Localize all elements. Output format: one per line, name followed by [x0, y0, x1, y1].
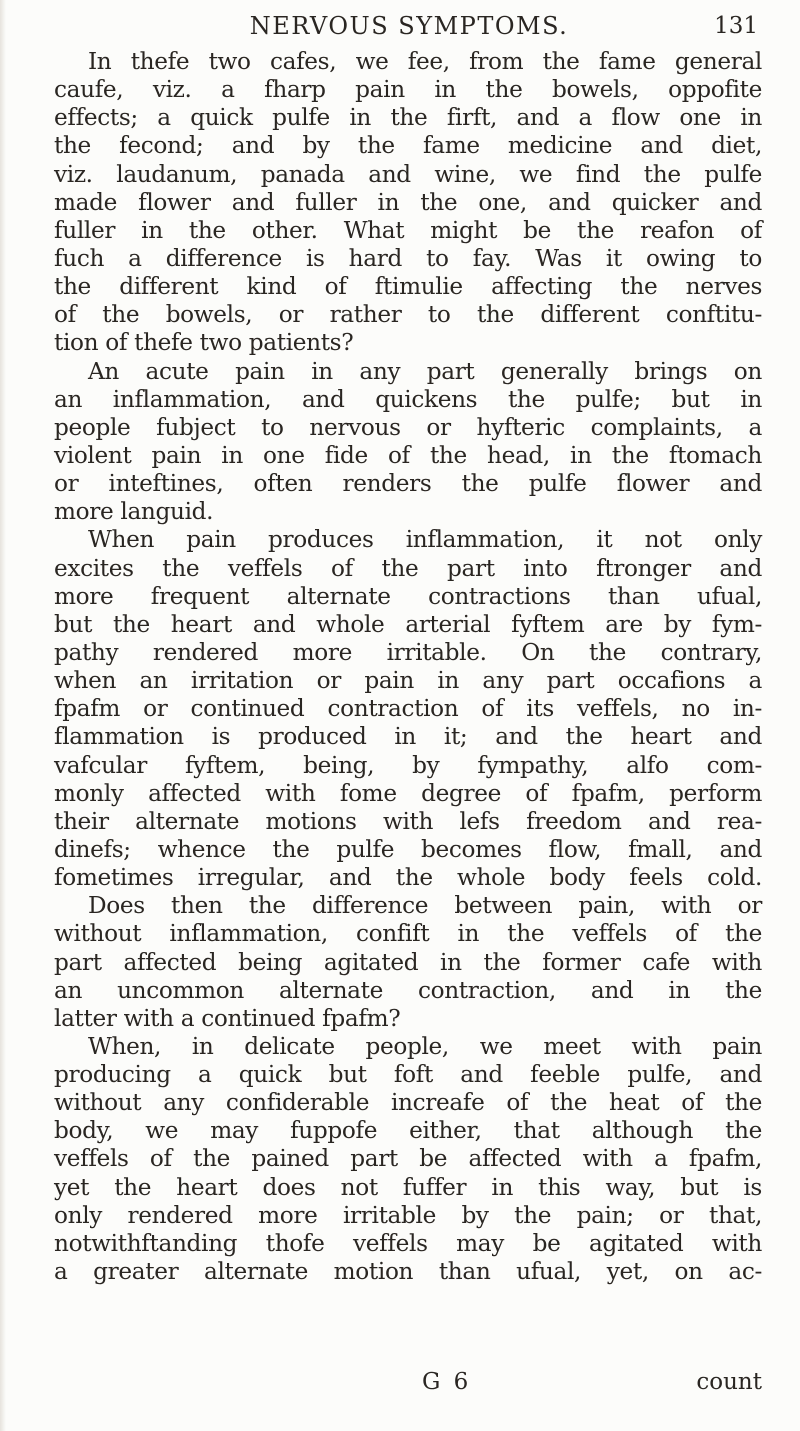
catchword: count [696, 1369, 762, 1395]
text-line: monly affected with fome degree of fpafm, perform [54, 779, 762, 807]
text-line: without inflammation, confift in the veffels of the [54, 920, 762, 948]
text-line: producing a quick but foft and feeble pulfe, and [54, 1061, 762, 1089]
text-line: but the heart and whole arterial fyftem are by fym- [54, 610, 762, 638]
text-line: when an irritation or pain in any part occafions a [54, 667, 762, 695]
text-line: When, in delicate people, we meet with pain [88, 1032, 762, 1060]
text-line: more frequent alternate contractions than ufual, [54, 582, 762, 610]
text-line: body, we may fuppofe either, that although the [54, 1117, 762, 1145]
text-line: effects; a quick pulfe in the firft, and a flow one in [54, 104, 762, 132]
text-line: violent pain in one fide of the head, in the ftomach [54, 441, 762, 469]
text-line: caufe, viz. a fharp pain in the bowels, oppofite [54, 76, 762, 104]
text-line: the different kind of ftimulie affecting the nerves [54, 273, 762, 301]
text-line: In thefe two cafes, we fee, from the fame general [88, 48, 762, 75]
binding-edge [0, 0, 6, 1431]
text-line: made flower and fuller in the one, and quicker and [54, 188, 762, 216]
text-line: more languid. [54, 498, 214, 526]
text-line: fuller in the other. What might be the reafon of [54, 216, 762, 244]
text-line: tion of thefe two patients? [54, 329, 354, 357]
text-line: veffels of the pained part be affected with a fpafm, [54, 1145, 762, 1173]
text-line: An acute pain in any part generally brings on [88, 357, 762, 385]
text-line: people fubject to nervous or hyfteric complaints, a [54, 413, 762, 441]
text-line: dinefs; whence the pulfe becomes flow, fmall, and [54, 835, 762, 863]
text-line: fuch a difference is hard to fay. Was it owing to [54, 244, 762, 272]
text-line: Does then the difference between pain, with or [88, 892, 762, 920]
text-line: only rendered more irritable by the pain; or that, [54, 1201, 762, 1229]
text-line: latter with a continued fpafm? [54, 1004, 401, 1032]
text-line: fometimes irregular, and the whole body feels cold. [54, 864, 762, 892]
text-line: of the bowels, or rather to the different conftitu- [54, 301, 762, 329]
text-line: or inteftines, often renders the pulfe flower and [54, 470, 762, 498]
body-text [54, 48, 762, 1286]
text-line: yet the heart does not fuffer in this way, but is [54, 1173, 762, 1201]
text-line: fpafm or continued contraction of its veffels, no in- [54, 695, 762, 723]
text-line: notwithftanding thofe veffels may be agitated with [54, 1229, 762, 1257]
signature-mark: G 6 [422, 1369, 472, 1395]
text-line: their alternate motions with lefs freedom and rea- [54, 807, 762, 835]
text-line: excites the veffels of the part into ftronger and [54, 554, 762, 582]
text-line: viz. laudanum, panada and wine, we find the pulfe [54, 160, 762, 188]
text-line: part affected being agitated in the former cafe with [54, 948, 762, 976]
page-header [60, 6, 758, 46]
text-line: flammation is produced in it; and the heart and [54, 723, 762, 751]
text-line: a greater alternate motion than ufual, yet, on ac- [54, 1258, 762, 1286]
text-line: an inflammation, and quickens the pulfe; but in [54, 385, 762, 413]
text-line: without any confiderable increafe of the heat of the [54, 1089, 762, 1117]
page-number: 131 [714, 13, 758, 39]
text-line: the fecond; and by the fame medicine and diet, [54, 132, 762, 160]
text-line: vafcular fyftem, being, by fympathy, alfo com- [54, 751, 762, 779]
page-footer [54, 1367, 762, 1397]
text-line: When pain produces inflammation, it not only [88, 526, 762, 554]
running-title: NERVOUS SYMPTOMS. [249, 12, 569, 40]
text-line: pathy rendered more irritable. On the contrary, [54, 638, 762, 666]
text-line: an uncommon alternate contraction, and in the [54, 976, 762, 1004]
